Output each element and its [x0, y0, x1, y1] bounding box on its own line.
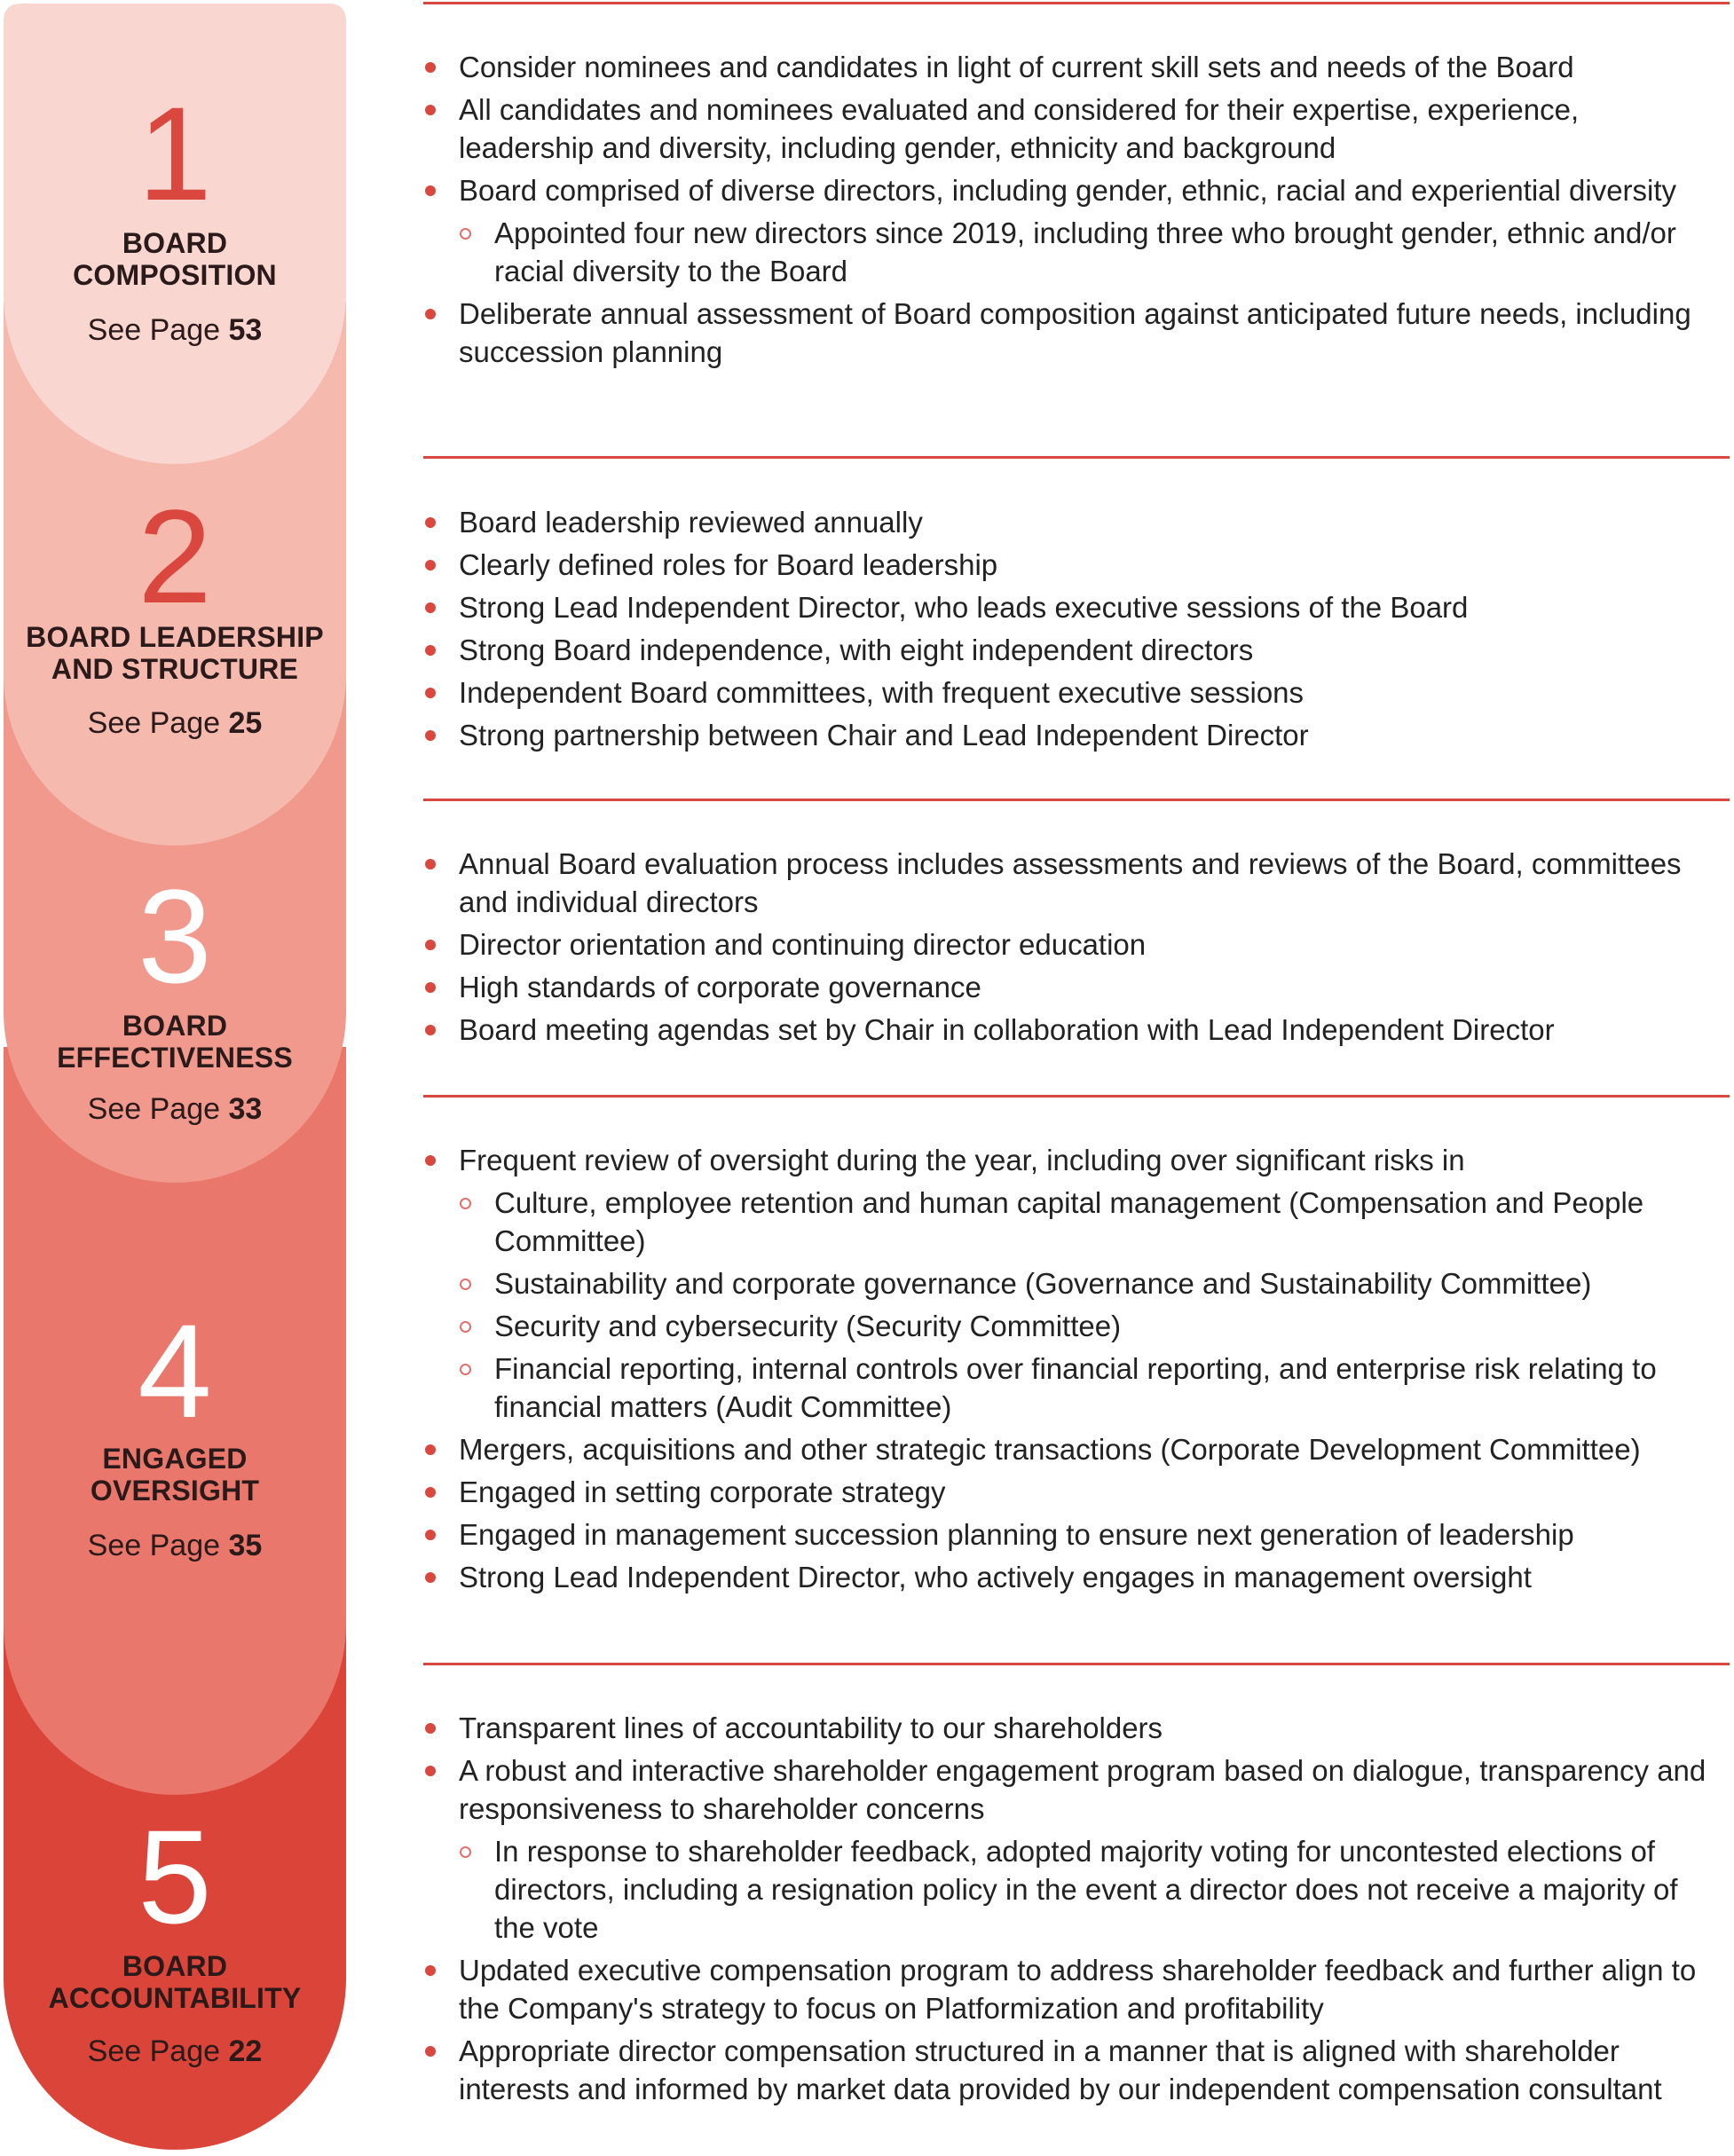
divider: [423, 1095, 1730, 1098]
section-number: 5: [138, 1802, 212, 1951]
section-number: 1: [138, 79, 212, 228]
see-page-label: See Page: [87, 1092, 221, 1126]
section-title: BOARD LEADERSHIP AND STRUCTURE: [26, 621, 324, 685]
section-5-bullets: [423, 1709, 1719, 2113]
page-number: 33: [228, 1092, 263, 1126]
bullet-item: Strong partnership between Chair and Lead Independent Director: [423, 716, 1719, 754]
bullet-item: Engaged in management succession planning to ensure next generation of leadership: [423, 1515, 1719, 1554]
page-number: 53: [228, 313, 263, 347]
bullet-item: Clearly defined roles for Board leadership: [423, 546, 1719, 584]
page-number: 25: [228, 706, 263, 740]
section-number: 4: [138, 1296, 212, 1445]
section-title: BOARD ACCOUNTABILITY: [48, 1950, 302, 2014]
bullet-item: Board leadership reviewed annually: [423, 503, 1719, 541]
section-title: BOARD COMPOSITION: [73, 227, 277, 291]
bullet-item: Appropriate director compensation structured in a manner that is aligned with shareholder interests and informed by market data provided by our independent compensation consultant: [423, 2032, 1719, 2108]
divider: [423, 799, 1730, 801]
section-3-bullets: [423, 845, 1719, 1053]
bullet-list: [423, 503, 1719, 754]
page-number: 35: [228, 1529, 263, 1562]
see-page-link[interactable]: [0, 312, 350, 348]
bullet-item: Strong Lead Independent Director, who actively engages in management oversight: [423, 1558, 1719, 1596]
divider: [423, 456, 1730, 459]
section-title: BOARD EFFECTIVENESS: [57, 1010, 293, 1074]
bullet-item: Deliberate annual assessment of Board composition against anticipated future needs, including succession planning: [423, 295, 1719, 371]
page-number: 22: [228, 2034, 263, 2068]
bullet-item: Independent Board committees, with frequent executive sessions: [423, 673, 1719, 712]
see-page-label: See Page: [87, 313, 221, 347]
sub-bullet-item: Appointed four new directors since 2019, including three who brought gender, ethnic and/or racial diversity to the Board: [423, 214, 1719, 290]
sub-bullet-item: Sustainability and corporate governance (Governance and Sustainability Committee): [423, 1264, 1719, 1302]
bullet-list: [423, 1141, 1719, 1596]
bullet-item: Strong Lead Independent Director, who leads executive sessions of the Board: [423, 588, 1719, 626]
bullet-item: A robust and interactive shareholder engagement program based on dialogue, transparency and responsiveness to shareholder concerns: [423, 1751, 1719, 1828]
section-1-bullets: [423, 48, 1719, 375]
bullet-item: Consider nominees and candidates in light of current skill sets and needs of the Board: [423, 48, 1719, 86]
bullet-item: Transparent lines of accountability to our shareholders: [423, 1709, 1719, 1747]
bullet-list: [423, 48, 1719, 371]
bullet-item: Frequent review of oversight during the year, including over significant risks in: [423, 1141, 1719, 1179]
see-page-link[interactable]: [0, 2034, 350, 2069]
section-number: 2: [138, 482, 212, 631]
bullet-item: Annual Board evaluation process includes assessments and reviews of the Board, committees and individual directors: [423, 845, 1719, 921]
sub-bullet-item: Security and cybersecurity (Security Committee): [423, 1307, 1719, 1345]
see-page-label: See Page: [87, 1529, 221, 1562]
bullet-item: All candidates and nominees evaluated and considered for their expertise, experience, leadership and diversity, including gender, ethnicity and background: [423, 90, 1719, 167]
divider: [423, 1663, 1730, 1665]
section-2-bullets: [423, 503, 1719, 759]
see-page-link[interactable]: [0, 705, 350, 741]
section-number: 3: [138, 862, 212, 1011]
bullet-list: [423, 845, 1719, 1049]
sub-bullet-item: Financial reporting, internal controls over financial reporting, and enterprise risk relating to financial matters (Audit Committee): [423, 1349, 1719, 1426]
bullet-item: Mergers, acquisitions and other strategic transactions (Corporate Development Committee): [423, 1430, 1719, 1468]
sub-bullet-item: In response to shareholder feedback, adopted majority voting for uncontested elections of directors, including a resignation policy in the event a director does not receive a majority of the vote: [423, 1832, 1719, 1947]
see-page-label: See Page: [87, 2034, 221, 2068]
bullet-item: Director orientation and continuing director education: [423, 925, 1719, 964]
sub-bullet-item: Culture, employee retention and human capital management (Compensation and People Committee): [423, 1184, 1719, 1260]
see-page-link[interactable]: [0, 1091, 350, 1127]
section-title: ENGAGED OVERSIGHT: [90, 1443, 260, 1507]
see-page-label: See Page: [87, 706, 221, 740]
bullet-item: Strong Board independence, with eight independent directors: [423, 631, 1719, 669]
bullet-item: High standards of corporate governance: [423, 968, 1719, 1006]
bullet-item: Board meeting agendas set by Chair in collaboration with Lead Independent Director: [423, 1011, 1719, 1049]
divider: [423, 2, 1730, 4]
section-4-bullets: [423, 1141, 1719, 1601]
bullet-list: [423, 1709, 1719, 2108]
bullet-item: Engaged in setting corporate strategy: [423, 1473, 1719, 1511]
bullet-item: Updated executive compensation program to address shareholder feedback and further align to the Company's strategy to focus on Platformization and profitability: [423, 1951, 1719, 2027]
bullet-item: Board comprised of diverse directors, including gender, ethnic, racial and experiential diversity: [423, 171, 1719, 209]
see-page-link[interactable]: [0, 1528, 350, 1563]
